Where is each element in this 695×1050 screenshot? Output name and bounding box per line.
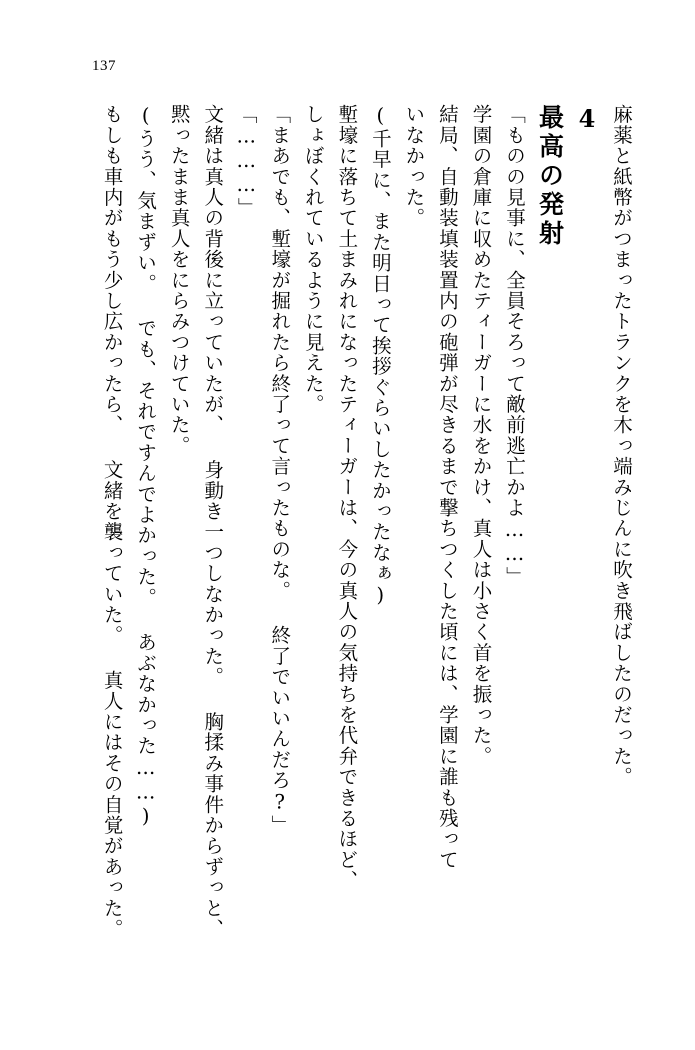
- text-line-13: (うう、気まずい。 でも、それですんでよかった。 あぶなかった……): [134, 104, 158, 829]
- text-line-07: 塹壕に落ちて土まみれになったティーガーは、今の真人の気持ちを代弁できるほど、: [335, 104, 359, 891]
- page-number: 137: [92, 58, 116, 74]
- chapter-number: 4: [572, 104, 602, 137]
- text-line-09: 「まあでも、塹壕が掘れたら終了って言ったものな。 終了でいいんだろ?」: [268, 104, 292, 836]
- text-line-10: 「………」: [234, 104, 258, 218]
- text-line-01-content: 麻薬と紙幣がつまったトランクを木っ端みじんに吹き飛ばしたのだった。: [610, 104, 633, 788]
- text-line-01: [604, 104, 638, 974]
- chapter-heading-inner: [531, 104, 605, 249]
- text-line-08: しょぼくれているように見えた。: [301, 104, 325, 415]
- text-line-05: いなかった。: [402, 104, 426, 229]
- chapter-heading: [531, 104, 605, 974]
- text-line-06: (千早に、また明日って挨拶ぐらいしたかったなぁ): [368, 104, 392, 608]
- chapter-title: 最高の発射: [535, 104, 565, 249]
- text-line-14: もしも車内がもう少し広かったら、 文緒を襲っていた。 真人にはその自覚があった。: [100, 104, 124, 939]
- text-line-11: 文緒は真人の背後に立っていたが、 身動き一つしなかった。 胸揉み事件からずっと、: [201, 104, 225, 939]
- text-line-04: 結局、自動装填装置内の砲弾が尽きるまで撃ちつくした頃には、学園に誰も残って: [435, 104, 459, 870]
- vertical-text-body: [58, 104, 638, 974]
- text-line-12: 黙ったまま真人をにらみつけていた。: [167, 104, 191, 456]
- text-line-03: 学園の倉庫に収めたティーガーに水をかけ、真人は小さく首を振った。: [469, 104, 493, 767]
- text-line-02: 「ものの見事に、全員そろって敵前逃亡かよ……」: [502, 104, 526, 588]
